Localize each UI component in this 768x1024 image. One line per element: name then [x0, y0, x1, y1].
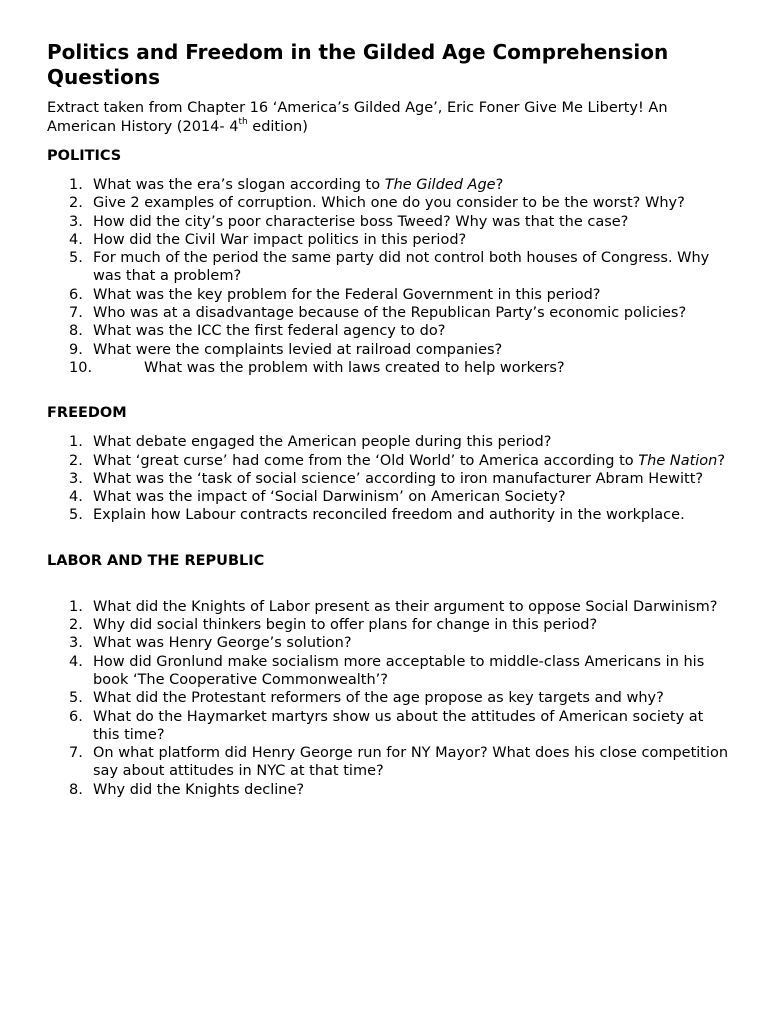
- politics-question-6: [47, 286, 729, 304]
- politics-question-4: [47, 231, 729, 249]
- question-text: What were the complaints levied at railroad companies?: [93, 341, 503, 358]
- question-text: How did the city’s poor characterise boss Tweed? Why was that the case?: [93, 213, 629, 230]
- question-text: How did the Civil War impact politics in this period?: [93, 231, 467, 248]
- question-text: What was the ‘task of social science’ according to iron manufacturer Abram Hewitt?: [93, 470, 704, 487]
- labor-question-4: [47, 653, 729, 690]
- question-number: 2.: [69, 617, 83, 634]
- question-italic-title: The Nation: [638, 452, 718, 469]
- labor-question-3: [47, 634, 729, 652]
- question-number: 4.: [69, 489, 83, 506]
- politics-question-1: [47, 176, 729, 194]
- freedom-question-2: [47, 452, 729, 470]
- freedom-question-1: [47, 433, 729, 451]
- question-text: Who was at a disadvantage because of the Republican Party’s economic policies?: [93, 305, 687, 322]
- freedom-question-4: [47, 488, 729, 506]
- question-text: On what platform did Henry George run for NY Mayor? What does his close competition say about attitudes in NYC at that time?: [93, 745, 729, 780]
- question-text: What did the Protestant reformers of the age propose as key targets and why?: [93, 690, 664, 707]
- labor-question-8: [47, 781, 729, 799]
- question-number: 7.: [69, 305, 83, 322]
- politics-question-9: [47, 341, 729, 359]
- freedom-question-list: [47, 433, 728, 524]
- politics-question-3: [47, 213, 729, 231]
- politics-question-10: [47, 359, 734, 377]
- question-text: What did the Knights of Labor present as their argument to oppose Social Darwinism?: [93, 598, 718, 615]
- extract-text: Extract taken from Chapter 16 ‘America’s Gilded Age’, Eric Foner Give Me Liberty! An American History (2014- 4: [47, 100, 668, 135]
- question-text: How did Gronlund make socialism more acceptable to middle-class Americans in his book ‘The Cooperative Commonwealth’?: [93, 653, 705, 688]
- question-text: Why did social thinkers begin to offer plans for change in this period?: [93, 617, 598, 634]
- extract-text-end: edition): [247, 119, 308, 135]
- question-text-end: ?: [495, 177, 504, 193]
- question-number: 5.: [69, 690, 83, 707]
- document-title: Politics and Freedom in the Gilded Age Comprehension Questions: [47, 40, 669, 89]
- extract-citation: [47, 99, 737, 137]
- question-number: 1.: [69, 434, 83, 451]
- labor-question-6: [47, 708, 729, 745]
- question-text: Give 2 examples of corruption. Which one do you consider to be the worst? Why?: [93, 195, 685, 212]
- politics-question-8: [47, 322, 729, 340]
- question-number: 4.: [69, 231, 83, 248]
- freedom-heading: FREEDOM: [47, 405, 127, 422]
- question-text: For much of the period the same party did not control both houses of Congress. Why was that a problem?: [93, 250, 710, 285]
- question-number: 6.: [69, 708, 83, 725]
- question-text: What was the problem with laws created to help workers?: [144, 359, 565, 376]
- labor-question-7: [47, 744, 729, 781]
- question-number: 5.: [69, 507, 83, 524]
- question-number: 3.: [69, 213, 83, 230]
- question-text: Why did the Knights decline?: [93, 781, 305, 798]
- question-number: 2.: [69, 452, 83, 469]
- politics-question-list: [47, 176, 728, 377]
- politics-question-7: [47, 304, 729, 322]
- question-number: 8.: [69, 781, 83, 798]
- labor-question-list: [47, 598, 728, 799]
- question-text: What do the Haymarket martyrs show us about the attitudes of American society at this time?: [93, 708, 704, 743]
- question-number: 1.: [69, 177, 83, 193]
- freedom-question-3: [47, 470, 729, 488]
- question-text: Explain how Labour contracts reconciled freedom and authority in the workplace.: [93, 507, 685, 524]
- labor-heading: LABOR AND THE REPUBLIC: [47, 552, 265, 569]
- question-italic-title: The Gilded Age: [384, 177, 496, 193]
- politics-question-5: [47, 249, 729, 286]
- question-number: 10.: [69, 359, 93, 376]
- question-text: What was the impact of ‘Social Darwinism’ on American Society?: [93, 489, 566, 506]
- question-number: 8.: [69, 323, 83, 340]
- question-number: 1.: [69, 598, 83, 615]
- question-text: What was the key problem for the Federal Government in this period?: [93, 286, 601, 303]
- labor-question-1: [47, 598, 729, 616]
- question-text: What was the ICC the first federal agency to do?: [93, 323, 446, 340]
- labor-question-2: [47, 616, 729, 634]
- question-number: 2.: [69, 195, 83, 212]
- question-text-end: ?: [717, 452, 726, 469]
- question-number: 7.: [69, 745, 83, 762]
- question-number: 4.: [69, 653, 83, 670]
- question-number: 3.: [69, 470, 83, 487]
- politics-question-2: [47, 194, 729, 212]
- question-text: What debate engaged the American people during this period?: [93, 434, 552, 451]
- question-number: 9.: [69, 341, 83, 358]
- question-number: 3.: [69, 635, 83, 652]
- question-number: 6.: [69, 286, 83, 303]
- question-text: What was the era’s slogan according to: [93, 177, 385, 193]
- question-text: What ‘great curse’ had come from the ‘Old World’ to America according to: [93, 452, 639, 469]
- question-text: What was Henry George’s solution?: [93, 635, 352, 652]
- freedom-question-5: [47, 506, 729, 524]
- labor-question-5: [47, 689, 729, 707]
- politics-heading: POLITICS: [47, 148, 122, 164]
- edition-superscript: th: [238, 117, 248, 128]
- question-number: 5.: [69, 250, 83, 267]
